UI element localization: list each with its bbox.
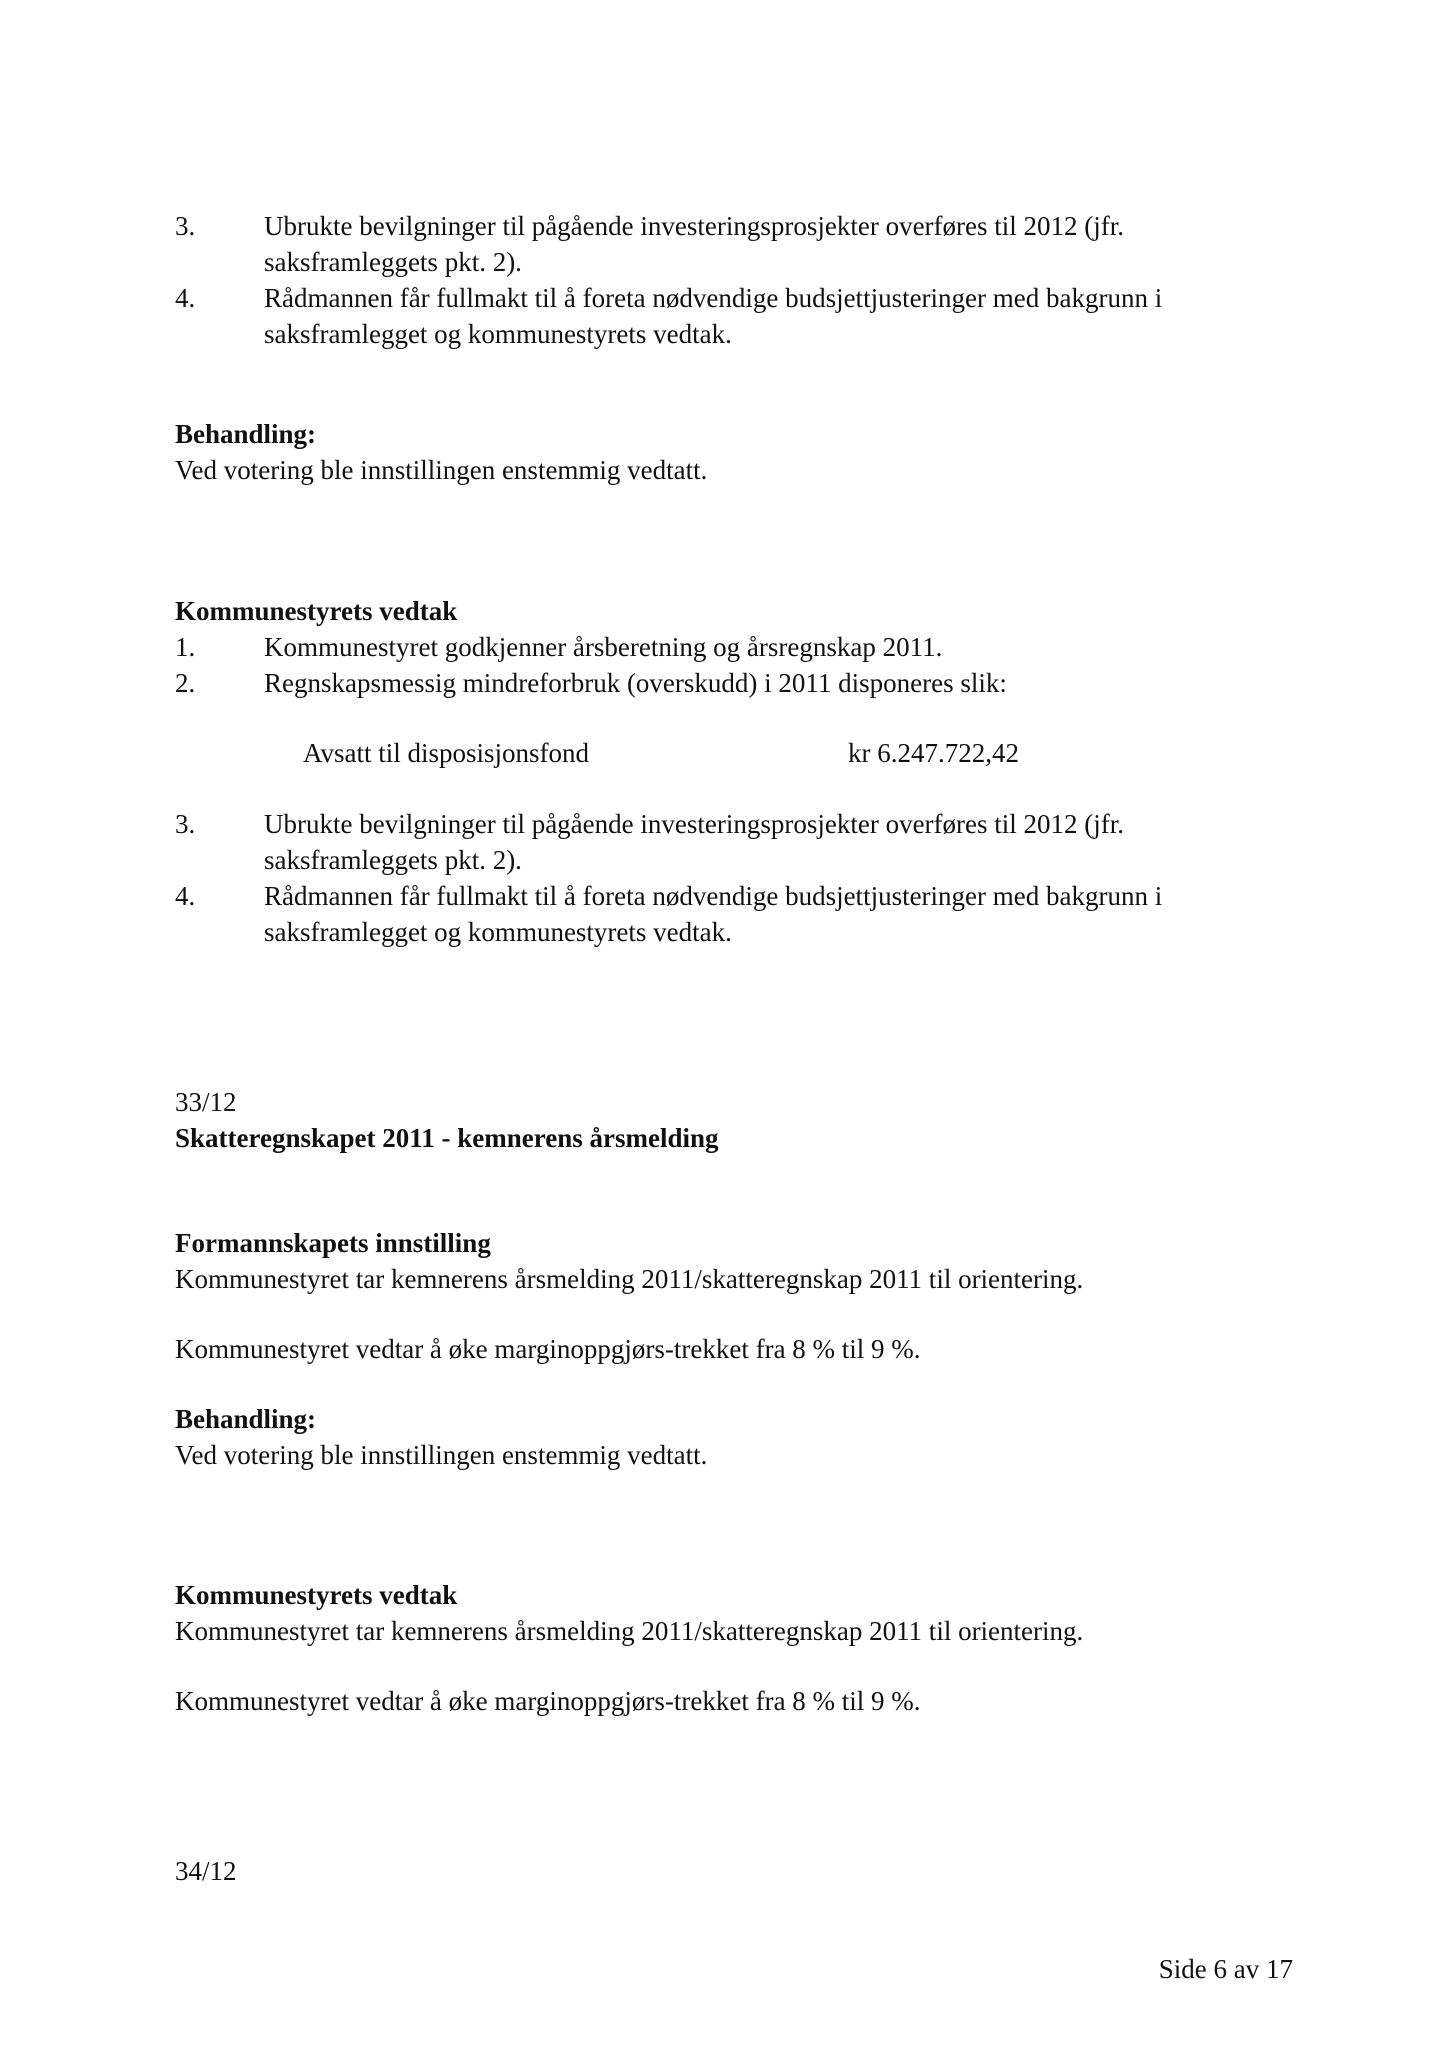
- innstilling-text: Kommunestyret vedtar å øke marginoppgjørs-trekket fra 8 % til 9 %.: [175, 1334, 921, 1364]
- list-item-text: Ubrukte bevilgninger til pågående investeringsprosjekter overføres til 2012 (jfr.: [264, 211, 1125, 241]
- case-number: 33/12: [175, 1087, 237, 1117]
- list-number: 4.: [175, 283, 196, 313]
- innstilling-text: Kommunestyret tar kemnerens årsmelding 2011/skatteregnskap 2011 til orientering.: [175, 1264, 1084, 1294]
- list-number: 2.: [175, 668, 196, 698]
- behandling-text: Ved votering ble innstillingen enstemmig vedtatt.: [175, 1440, 708, 1470]
- case-title: Skatteregnskapet 2011 - kemnerens årsmelding: [175, 1123, 719, 1153]
- list-item-text: Regnskapsmessig mindreforbruk (overskudd) i 2011 disponeres slik:: [264, 668, 1007, 698]
- behandling-heading: Behandling:: [175, 419, 317, 449]
- list-item-text: saksframlegget og kommunestyrets vedtak.: [264, 319, 732, 349]
- list-item-text: saksframlegget og kommunestyrets vedtak.: [264, 917, 732, 947]
- allocation-label: Avsatt til disposisjonsfond: [303, 738, 590, 768]
- behandling-text: Ved votering ble innstillingen enstemmig vedtatt.: [175, 455, 708, 485]
- list-number: 1.: [175, 632, 196, 662]
- list-number: 4.: [175, 881, 196, 911]
- behandling-heading: Behandling:: [175, 1404, 317, 1434]
- vedtak-heading: Kommunestyrets vedtak: [175, 596, 458, 626]
- list-item-text: Ubrukte bevilgninger til pågående investeringsprosjekter overføres til 2012 (jfr.: [264, 809, 1125, 839]
- vedtak-heading: Kommunestyrets vedtak: [175, 1580, 458, 1610]
- list-item-text: saksframleggets pkt. 2).: [264, 845, 522, 875]
- case-number: 34/12: [175, 1856, 237, 1886]
- list-number: 3.: [175, 809, 196, 839]
- vedtak-text: Kommunestyret tar kemnerens årsmelding 2011/skatteregnskap 2011 til orientering.: [175, 1616, 1084, 1646]
- list-number: 3.: [175, 211, 196, 241]
- list-item-text: Rådmannen får fullmakt til å foreta nødvendige budsjettjusteringer med bakgrunn i: [264, 881, 1163, 911]
- list-item-text: saksframleggets pkt. 2).: [264, 247, 522, 277]
- allocation-amount: kr 6.247.722,42: [848, 738, 1019, 768]
- page-number: Side 6 av 17: [1158, 1954, 1293, 1984]
- list-item-text: Kommunestyret godkjenner årsberetning og årsregnskap 2011.: [264, 632, 943, 662]
- list-item-text: Rådmannen får fullmakt til å foreta nødvendige budsjettjusteringer med bakgrunn i: [264, 283, 1163, 313]
- vedtak-text: Kommunestyret vedtar å øke marginoppgjørs-trekket fra 8 % til 9 %.: [175, 1686, 921, 1716]
- innstilling-heading: Formannskapets innstilling: [175, 1228, 491, 1258]
